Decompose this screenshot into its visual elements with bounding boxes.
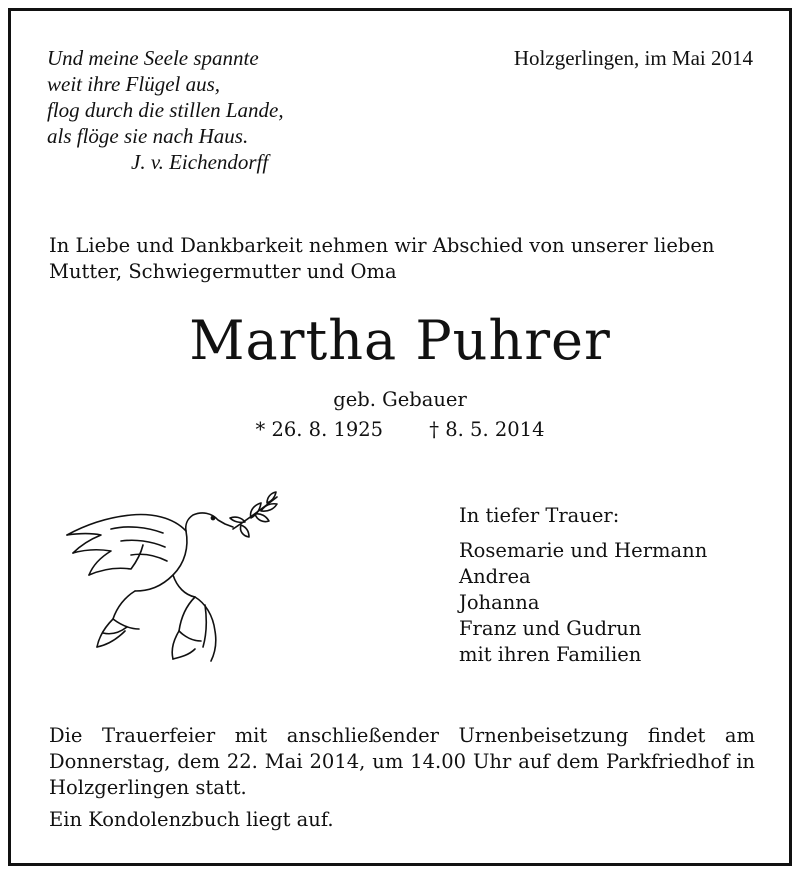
- place-date: Holzgerlingen, im Mai 2014: [513, 46, 753, 70]
- mourners-list: [459, 503, 707, 668]
- poem-line: weit ihre Flügel aus,: [47, 72, 221, 96]
- poem-quote: [47, 45, 284, 175]
- mourner-name: mit ihren Familien: [459, 643, 642, 666]
- life-dates: [11, 417, 789, 443]
- poem-line: flog durch die stillen Lande,: [47, 98, 284, 122]
- birth-date: * 26. 8. 1925: [255, 418, 384, 441]
- funeral-details: Die Trauerfeier mit anschließender Urnenbeisetzung findet am Donnerstag, dem 22. Mai 2014, um 14.00 Uhr auf dem Parkfriedhof in Holzgerlingen statt.: [49, 724, 755, 799]
- mourner-name: Johanna: [459, 591, 540, 614]
- intro-text: In Liebe und Dankbarkeit nehmen wir Abschied von unserer lieben Mutter, Schwiegermutter und Oma: [49, 234, 715, 283]
- mourners-heading: In tiefer Trauer:: [459, 504, 620, 527]
- poem-line: Und meine Seele spannte: [47, 46, 259, 70]
- dove-with-olive-branch-icon: [55, 487, 287, 663]
- mourner-name: Franz und Gudrun: [459, 617, 642, 640]
- poem-author: J. v. Eichendorff: [131, 150, 269, 174]
- obituary-notice: [8, 8, 792, 866]
- condolence-note: Ein Kondolenzbuch liegt auf.: [49, 808, 334, 831]
- mourner-name: Andrea: [459, 565, 531, 588]
- poem-line: als flöge sie nach Haus.: [47, 124, 249, 148]
- deceased-name: Martha Puhrer: [189, 309, 611, 372]
- mourner-name: Rosemarie und Hermann: [459, 539, 708, 562]
- death-date: † 8. 5. 2014: [429, 418, 545, 441]
- maiden-name: geb. Gebauer: [333, 388, 467, 411]
